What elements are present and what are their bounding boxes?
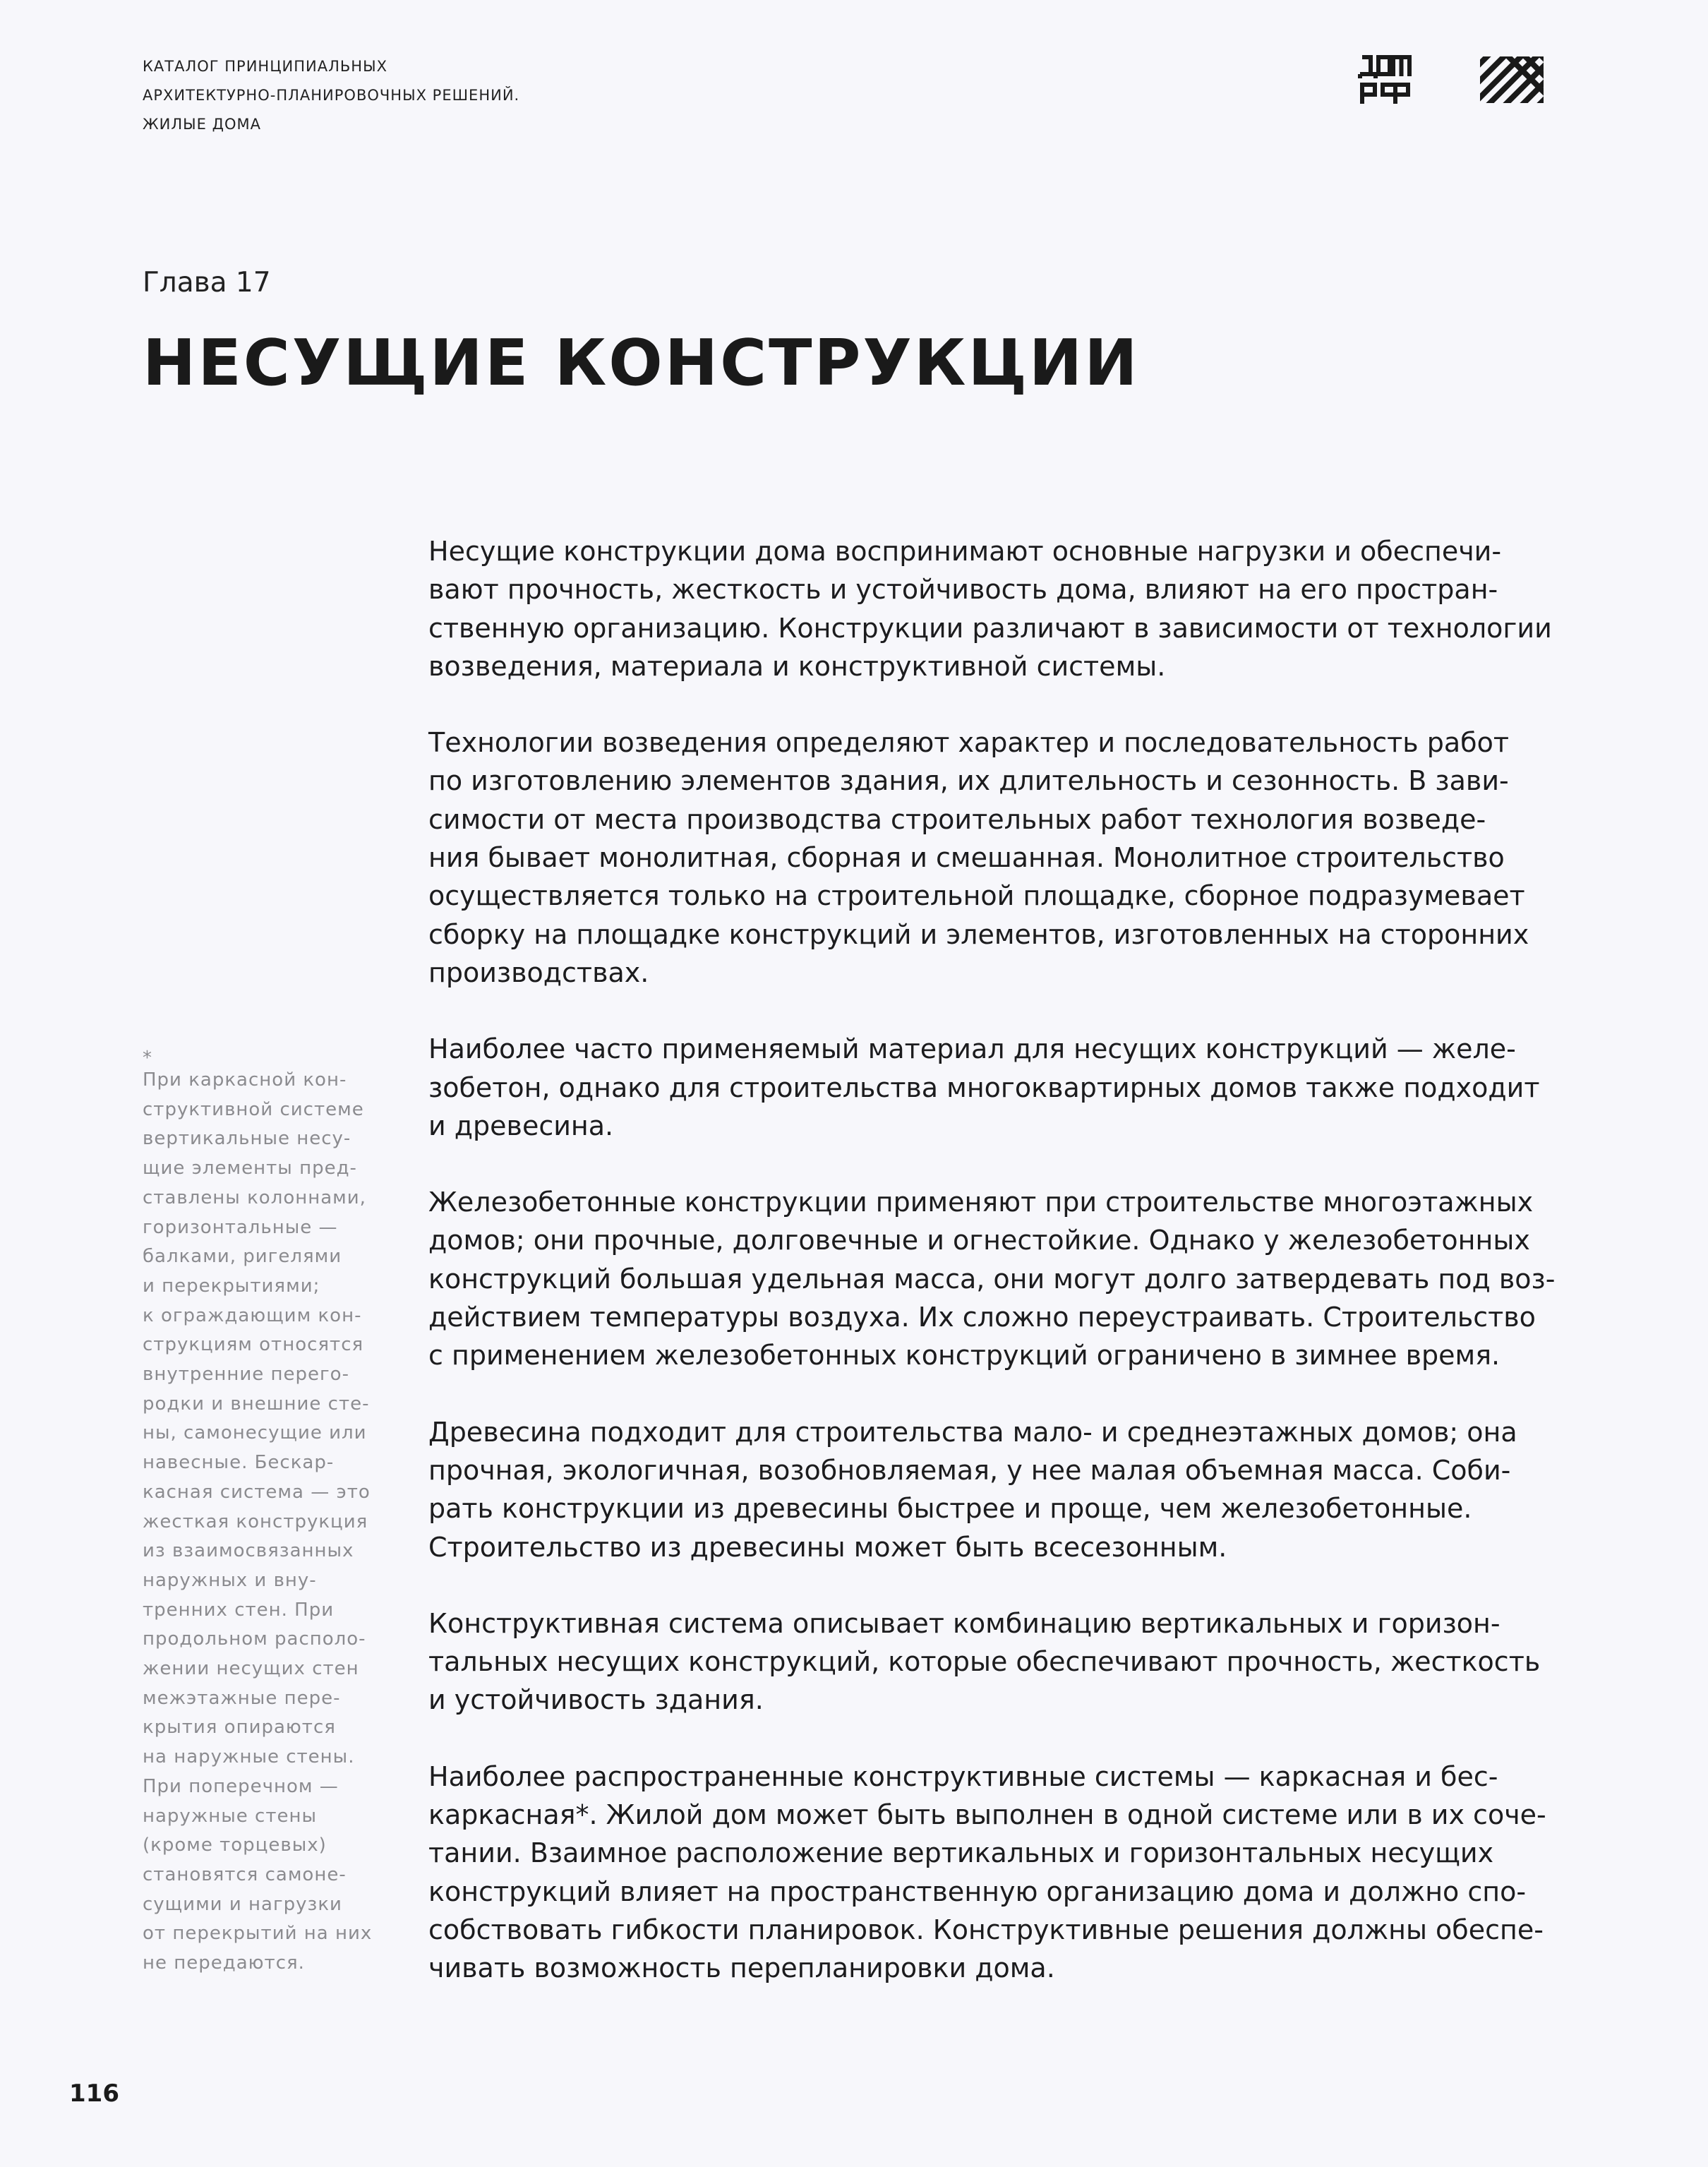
footnote-line: от перекрытий на них	[143, 1923, 373, 1945]
footnote-line: ны, самонесущие или	[143, 1422, 367, 1444]
body-paragraph	[428, 1413, 1551, 1566]
footnote-line: сущими и нагрузки	[143, 1893, 342, 1915]
body-line: конструкций большая удельная масса, они могут долго затвердевать под воз-	[428, 1263, 1556, 1295]
footnote-line: наружных и вну-	[143, 1569, 317, 1591]
footnote-line: структивной системе	[143, 1098, 364, 1120]
footnote-line: внутренние перего-	[143, 1364, 349, 1386]
body-line: собствовать гибкости планировок. Конструктивные решения должны обеспе-	[428, 1914, 1544, 1945]
body-line: производствах.	[428, 956, 649, 988]
footnote-line: вертикальные несу-	[143, 1128, 351, 1150]
body-line: и устойчивость здания.	[428, 1684, 764, 1716]
footnote	[143, 1050, 397, 1979]
footnote-line: жении несущих стен	[143, 1658, 359, 1680]
body-line: ственную организацию. Конструкции различают в зависимости от технологии	[428, 612, 1552, 644]
body-line: по изготовлению элементов здания, их длительность и сезонность. В зави-	[428, 765, 1509, 797]
body-line: конструкций влияет на пространственную организацию дома и должно спо-	[428, 1875, 1527, 1907]
chapter-label: Глава 17	[143, 267, 271, 299]
body-line: чивать возможность перепланировки дома.	[428, 1952, 1055, 1984]
footnote-line: наружные стены	[143, 1805, 317, 1827]
footnote-line: (кроме торцевых)	[143, 1835, 327, 1856]
footnote-line: межэтажные пере-	[143, 1687, 341, 1709]
footnote-line: тренних стен. При	[143, 1599, 335, 1621]
footnote-line: касная система — это	[143, 1481, 371, 1503]
footnote-line: горизонтальные —	[143, 1216, 338, 1238]
catalog-caption-line: ЖИЛЫЕ ДОМА	[143, 116, 262, 133]
body-line: зобетон, однако для строительства многоквартирных домов также подходит	[428, 1072, 1540, 1103]
body-line: сборку на площадке конструкций и элементов, изготовленных на сторонних	[428, 918, 1529, 950]
catalog-caption-line: АРХИТЕКТУРНО-ПЛАНИРОВОЧНЫХ РЕШЕНИЙ.	[143, 87, 520, 104]
footnote-marker: *	[143, 1048, 152, 1069]
body-paragraph	[428, 1183, 1556, 1374]
body-line: вают прочность, жесткость и устойчивость дома, влияют на его простран-	[428, 574, 1498, 606]
body-line: тальных несущих конструкций, которые обеспечивают прочность, жесткость	[428, 1646, 1541, 1678]
body-line: прочная, экологичная, возобновляемая, у нее малая объемная масса. Соби-	[428, 1454, 1511, 1486]
body-line: ния бывает монолитная, сборная и смешанная. Монолитное строительство	[428, 842, 1505, 874]
page-title: НЕСУЩИЕ КОНСТРУКЦИИ	[143, 326, 1140, 400]
footnote-line: жесткая конструкция	[143, 1511, 368, 1532]
footnote-line: При поперечном —	[143, 1775, 339, 1797]
footnote-line: При каркасной кон-	[143, 1069, 347, 1091]
footnote-line: и перекрытиями;	[143, 1275, 320, 1297]
body-line: Строительство из древесины может быть всесезонным.	[428, 1531, 1227, 1563]
body-line: каркасная*. Жилой дом может быть выполнен в одной системе или в их сочe-	[428, 1799, 1546, 1831]
body-line: Наиболее распространенные конструктивные системы — каркасная и бес-	[428, 1760, 1498, 1792]
body-paragraph	[428, 724, 1551, 992]
dom-rf-logo-icon	[1358, 55, 1412, 106]
footnote-line: родки и внешние сте-	[143, 1393, 370, 1415]
footnote-line: продольном располо-	[143, 1628, 366, 1650]
body-line: осуществляется только на строительной площадке, сборное подразумевает	[428, 880, 1525, 912]
body-line: рать конструкции из древесины быстрее и проще, чем железобетонные.	[428, 1493, 1472, 1525]
diagonal-pattern-logo-icon	[1480, 56, 1544, 103]
body-paragraph	[428, 1758, 1551, 1988]
body-line: симости от места производства строительных работ технология возведе-	[428, 803, 1486, 835]
catalog-caption	[143, 52, 778, 139]
body-paragraph	[428, 1030, 1551, 1145]
footnote-line: к ограждающим кон-	[143, 1304, 362, 1326]
footnote-line: балками, ригелями	[143, 1246, 342, 1268]
catalog-caption-line: КАТАЛОГ ПРИНЦИПИАЛЬНЫХ	[143, 58, 388, 75]
footnote-line: ставлены колоннами,	[143, 1187, 366, 1208]
footnote-line: становятся самоне-	[143, 1863, 347, 1885]
body-line: Технологии возведения определяют характер и последовательность работ	[428, 727, 1510, 759]
body-paragraph	[428, 1604, 1551, 1719]
footnote-line: струкциям относятся	[143, 1334, 364, 1356]
body-paragraph	[428, 532, 1551, 685]
body-line: Древесина подходит для строительства мало- и среднеэтажных домов; она	[428, 1416, 1517, 1448]
body-line: действием температуры воздуха. Их сложно переустраивать. Строительство	[428, 1302, 1536, 1333]
page-number: 116	[69, 2079, 119, 2108]
body-line: домов; они прочные, долговечные и огнестойкие. Однако у железобетонных	[428, 1225, 1530, 1256]
body-line: тании. Взаимное расположение вертикальных и горизонтальных несущих	[428, 1837, 1494, 1869]
footnote-line: щие элементы пред-	[143, 1158, 357, 1179]
footnote-line: крытия опираются	[143, 1717, 336, 1739]
footnote-line: из взаимосвязанных	[143, 1540, 354, 1562]
body-line: Наиболее часто применяемый материал для несущих конструкций — желе-	[428, 1033, 1516, 1065]
body-line: Железобетонные конструкции применяют при строительстве многоэтажных	[428, 1187, 1534, 1218]
body-line: Конструктивная система описывает комбинацию вертикальных и горизон-	[428, 1607, 1500, 1639]
footnote-line: не передаются.	[143, 1952, 305, 1974]
footnote-line: на наружные стены.	[143, 1746, 355, 1768]
body-line: с применением железобетонных конструкций ограничено в зимнее время.	[428, 1340, 1500, 1371]
footnote-line: навесные. Бескар-	[143, 1452, 335, 1474]
body-text	[428, 532, 1556, 2026]
body-line: возведения, материала и конструктивной системы.	[428, 650, 1166, 682]
body-line: Несущие конструкции дома воспринимают основные нагрузки и обеспечи-	[428, 536, 1502, 567]
body-line: и древесина.	[428, 1110, 614, 1141]
